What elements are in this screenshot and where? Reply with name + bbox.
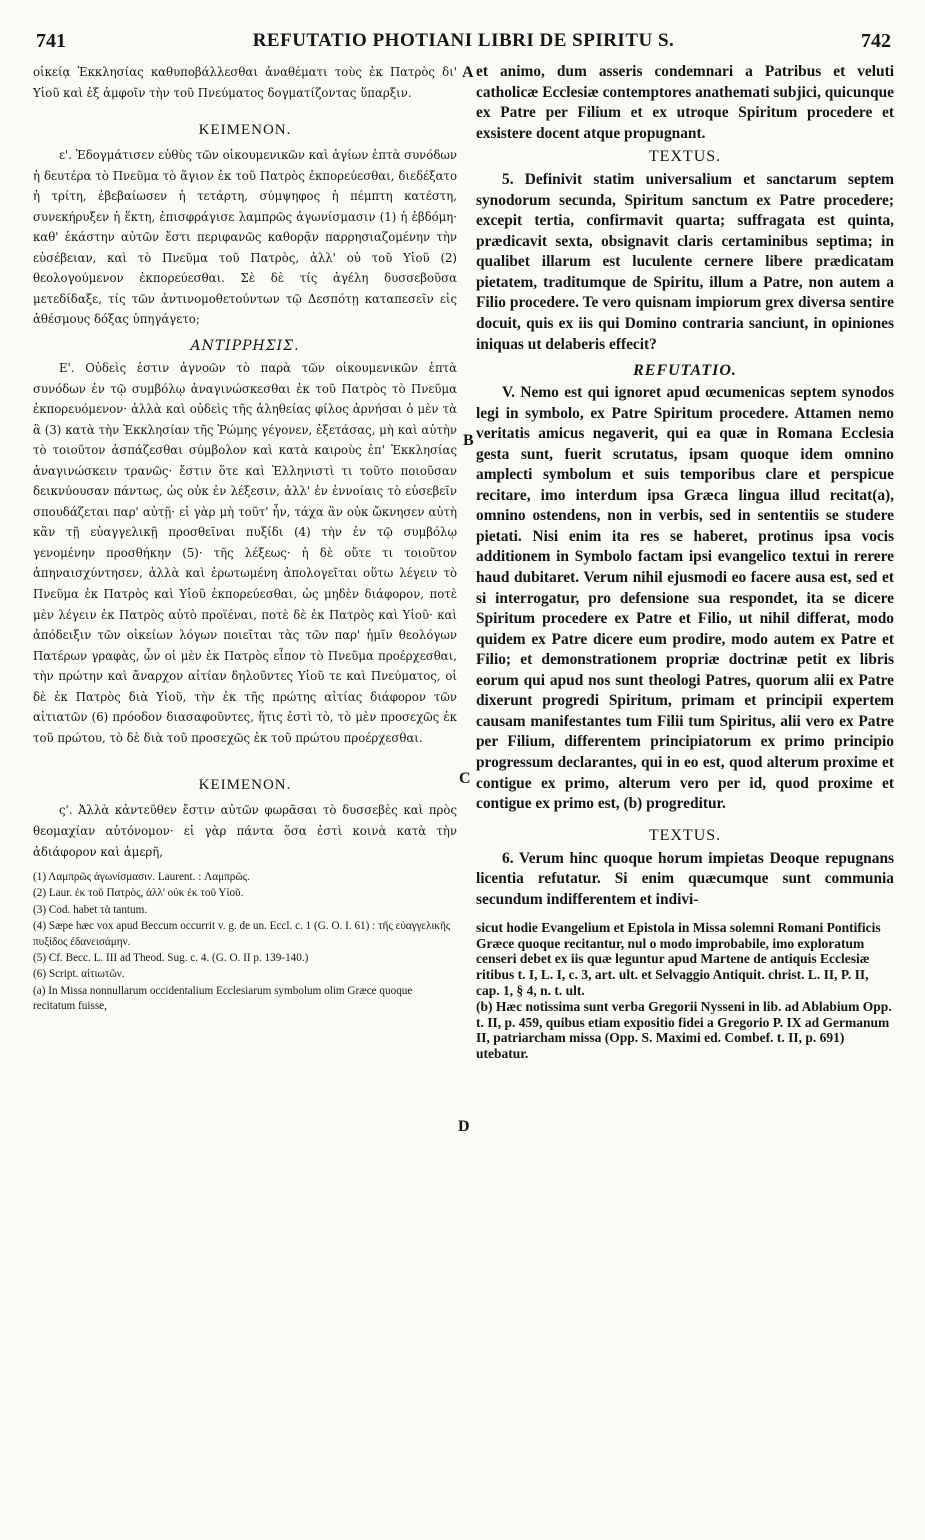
margin-marker-b: B bbox=[463, 432, 474, 449]
greek-paragraph-6: ς'. Ἀλλὰ κἀντεῦθεν ἔστιν αὐτῶν φωρᾶσαι τὸ δυσσεβὲς καὶ πρὸς θεομαχίαν αὐτόνομον· εἰ γὰρ πάντα ὅσα ἐστὶ κοινὰ κατὰ τὴν ἀδιάφορον καὶ ἀμερῆ, bbox=[33, 803, 457, 859]
latin-footnotes bbox=[476, 920, 894, 1061]
footnote: (3) Cod. habet τὰ tantum. bbox=[33, 903, 148, 916]
margin-marker-d: D bbox=[458, 1118, 470, 1135]
margin-marker-c: C bbox=[459, 770, 471, 787]
greek-heading-antirrhesis: ΑΝΤΙΡΡΗΣΙΣ. bbox=[190, 338, 300, 355]
footnote: (a) In Missa nonnullarum occidentalium Ecclesiarum symbolum olim Græce quoque recitatum fuisse, bbox=[33, 984, 413, 1013]
greek-heading-keimenon-2: ΚΕΙΜΕΝΟΝ. bbox=[198, 777, 292, 794]
left-page-number: 741 bbox=[36, 30, 66, 52]
footnote: sicut hodie Evangelium et Epistola in Missa solemni Romani Pontificis Græce quoque recitantur, nul o modo improbabile, imo exploratum censeri debet ex iis quæ leguntur apud Martene de antiquis Ecclesiæ ritibus t. I, L. I, c. 3, art. ult. et Selvaggio Antiquit. christ. L. II, P. II, cap. 1, § 4, n. t. ult. bbox=[476, 920, 881, 998]
greek-heading-keimenon-1: ΚΕΙΜΕΝΟΝ. bbox=[198, 122, 292, 139]
latin-heading-refutatio: REFUTATIO. bbox=[633, 362, 737, 380]
latin-heading-textus-1: TEXTUS. bbox=[648, 148, 722, 166]
latin-heading-textus-2: TEXTUS. bbox=[648, 826, 722, 844]
footnote: (4) Sæpe hæc vox apud Beccum occurrit v. g. de un. Eccl. c. 1 (G. O. I. 61) : τῆς εὐαγγελικῆς πυξίδος ἐδανεισάμην. bbox=[33, 920, 451, 948]
page-header bbox=[36, 30, 891, 60]
right-page-number: 742 bbox=[861, 30, 891, 52]
greek-footnotes bbox=[33, 870, 457, 1015]
footnote: (6) Script. αἰτιωτῶν. bbox=[33, 968, 125, 981]
footnote: (b) Hæc notissima sunt verba Gregorii Nysseni in lib. ad Ablabium Opp. t. II, p. 459, quibus etiam expositio fidei a Gregorio P. IX ad Germanum II, patriarcham missa (Opp. S. Maximi ed. Combef. t. II, p. 691) utebatur. bbox=[476, 999, 892, 1061]
greek-intro: οἰκείᾳ Ἐκκλησίας καθυποβάλλεσθαι ἀναθέματι τοὺς ἐκ Πατρὸς δι' Υἱοῦ καὶ ἐξ ἀμφοῖν τὴν τοῦ Πνεύματος δογματίζοντας ὕπαρξιν. bbox=[33, 65, 457, 100]
running-title: REFUTATIO PHOTIANI LIBRI DE SPIRITU S. bbox=[252, 30, 675, 51]
latin-paragraph-5: 5. Definivit statim universalium et sanctarum septem synodorum secunda, Spiritum sanctum ex Patre procedere; excepit tertia, confirmavit quarta; suffragata est quinta, prædicavit sexta, obsignavit claris certaminibus septima; in qualibet illarum est luculente cernere libere prædicatam pietatem, traditumque de Spiritu, illum a Patre, non autem a Filio procedere. Te vero quisnam impiorum grex diversa sentire docuit, quis ex iis qui Domino contraria sanciunt, in opiniones iniquas ut delaberis effecit? bbox=[476, 171, 894, 353]
greek-paragraph-5: ε'. Ἐδογμάτισεν εὐθὺς τῶν οἰκουμενικῶν καὶ ἁγίων ἑπτὰ συνόδων ἡ δευτέρα τὸ Πνεῦμα τὸ ἅγιον ἐκ τοῦ Πατρὸς ἐκπορεύεσθαι, διεδέξατο ἡ τρίτη, ἐβεβαίωσεν ἡ τετάρτη, σύμψηφος ἡ πέμπτη κατέστη, συνεκήρυξεν ἡ ἕκτη, ἐπισφράγισε λαμπρῶς ἀγωνίσμασιν (1) ἡ ἑβδόμη· καθ' ἑκάστην αὐτῶν ἔστι περιφανῶς καθορᾷν παρρησιαζομένην τὴν εὐσέβειαν, καὶ τὸ Πνεῦμα τοῦ Πατρὸς, ἀλλ' οὐ τοῦ Υἱοῦ (2) θεολογούμενον ἐκπορεύεσθαι. Σὲ δὲ τίς ἀγέλη δυσσεβοῦσα μετεδίδαξε, τίς τῶν ἀντινομοθετούντων τῷ Δεσπότῃ καταπεσεῖν εἰς ἀθέσμους δόξας ὑπηγάγετο; bbox=[33, 148, 457, 327]
latin-intro: et animo, dum asseris condemnari a Patribus et veluti catholicæ Ecclesiæ contemptores anathemati subjici, quicunque ex Patre per Filium et ex utroque Spiritum procedere et exsistere docent atque propugnant. bbox=[476, 63, 894, 142]
latin-paragraph-6: 6. Verum hinc quoque horum impietas Deoque repugnans licentia refutatur. Si enim quæcumque sunt communia secundum indifferentem et indivi- bbox=[476, 849, 894, 908]
footnote: (2) Laur. ἐκ τοῦ Πατρὸς, ἀλλ' οὐκ ἐκ τοῦ Υἱοῦ. bbox=[33, 887, 244, 900]
margin-marker-a: A bbox=[462, 64, 474, 81]
latin-column bbox=[476, 62, 894, 1063]
latin-refutation-5: V. Nemo est qui ignoret apud œcumenicas septem synodos legi in symbolo, ex Patre Spiritum procedere. Attamen nemo veritatis amicus negaverit, qui ea quæ in Romana Ecclesia gesta sunt, fuerit scrutatus, ipsam quoque idem omnino amplecti symbolum et suis temporibus clare et perspicue recitare, imo interdum ipsa Græca lingua illud recitat(a), omnino ostendens, non in verbis, sed in sententiis se studere pietati. Nisi enim ita res se haberet, protinus ipsa vocis additionem in Symbolo factam ipsi evangelico textui in rerere haud dubitaret. Verum nihil ejusmodi eo facere ausa est, sed et si interrogatur, pro defensione sua respondet, ita se dicere Spiritum procedere ex Patre et Filio, ut nihil differat, modo quidem ex Patre dicere eum prodire, modo autem ex Patre et Filio; et demonstrationem propriæ doctrinæ petit ex libris eorum qui apud nos sunt theologi Patres, quorum alii ex Patre dixerunt progredi Spiritum, primam et principii expertem causam manifestantes tum Filii tum Spiritus, alii vero ex Patre per Filium, differentem principiatorum ex primo principio progressum declarantes, qui in eo est, quod alterum proxime et contigue ex primo, alterum vero per id, quod proxime et contigue ex primo est, (b) progreditur. bbox=[476, 384, 894, 813]
footnote: (1) Λαμπρῶς ἀγωνίσμασιν. Laurent. : Λαμπρῶς. bbox=[33, 871, 250, 884]
greek-column bbox=[33, 62, 457, 1016]
footnote: (5) Cf. Becc. L. III ad Theod. Sug. c. 4. (G. O. II p. 139-140.) bbox=[33, 952, 309, 965]
greek-refutation-5: Ε'. Οὐδεὶς ἐστιν ἀγνοῶν τὸ παρὰ τῶν οἰκουμενικῶν ἑπτὰ συνόδων ἐν τῷ συμβόλῳ ἀναγινώσκεσθαι ἐκ τοῦ Πατρὸς τὸ Πνεῦμα ἐκπορευόμενον· ἀλλὰ καὶ οὐδεὶς τῆς ἀληθείας φίλος ἀρνήσαι ὁ μὲν τὰ ἃ (3) κατὰ τὴν Ἐκκλησίαν τῆς Ῥώμης γέγονεν, ἐξετάσας, μὴ καὶ αὐτὴν τὸ τοιοῦτον ἀσπάζεσθαι σύμβολον καὶ κατὰ καιροὺς ἐπ' Ἐκκλησίας ἀναγινώσκειν τρανῶς· ἔστιν ὅτε καὶ Ἑλληνιστὶ τι τοῦτο ποιοῦσαν δεικνύουσαν πάντως, ὡς οὐκ ἐν λέξεσιν, ἀλλ' ἐν ἐννοίαις τὸ εὐσεβεῖν σπουδάζεται παρ' αὐτῇ· εἰ γὰρ μὴ τοῦτ' ἦν, τάχα ἂν οὐκ ὤκνησεν αὐτὴ κἂν τῇ εὐαγγελικῇ προσθεῖναι πυξίδι (4) τὴν ἐν τῷ συμβόλῳ γενομένην προσθήκην (5)· τῆς λέξεως· ἡ δὲ οὔτε τι τοιοῦτον ἀπηναισχύντησεν, ἀλλὰ καὶ ἐρωτωμένη ἀπολογεῖται οὕτω λέγειν τὸ Πνεῦμα ἐκ Πατρὸς καὶ Υἱοῦ ἐκπορεύεσθαι, ὡς μηδὲν διάφορον, ποτὲ μὲν λέγειν ἐκ Πατρὸς αὐτὸ προϊέναι, ποτὲ δὲ ἐκ Πατρὸς καὶ Υἱοῦ· καὶ ἀπόδειξιν τῶν οἰκείων λόγων ποιεῖται τὰς τῶν παρ' ἡμῖν θεολόγων Πατέρων γραφὰς, ὧν οἱ μὲν ἐκ Πατρὸς εἶπον τὸ Πνεῦμα προέρχεσθαι, τὴν πρώτην καὶ ἄναρχον αἰτίαν δηλοῦντες Υἱοῦ τε καὶ Πνεύματος, οἱ δὲ ἐκ Πατρὸς διὰ Υἱοῦ, τὴν ἐκ τῆς πρώτης αἰτίας διάφορον τῶν αἰτιατῶν (6) πρόοδον διασαφοῦντες, ἥτις ἐστὶ τὸ, τὸ μὲν προσεχῶς ἐκ τοῦ πρώτου, τὸ δὲ διὰ τοῦ προσεχῶς ἐκ τοῦ πρώτου προέρχεσθαι. bbox=[33, 361, 457, 745]
